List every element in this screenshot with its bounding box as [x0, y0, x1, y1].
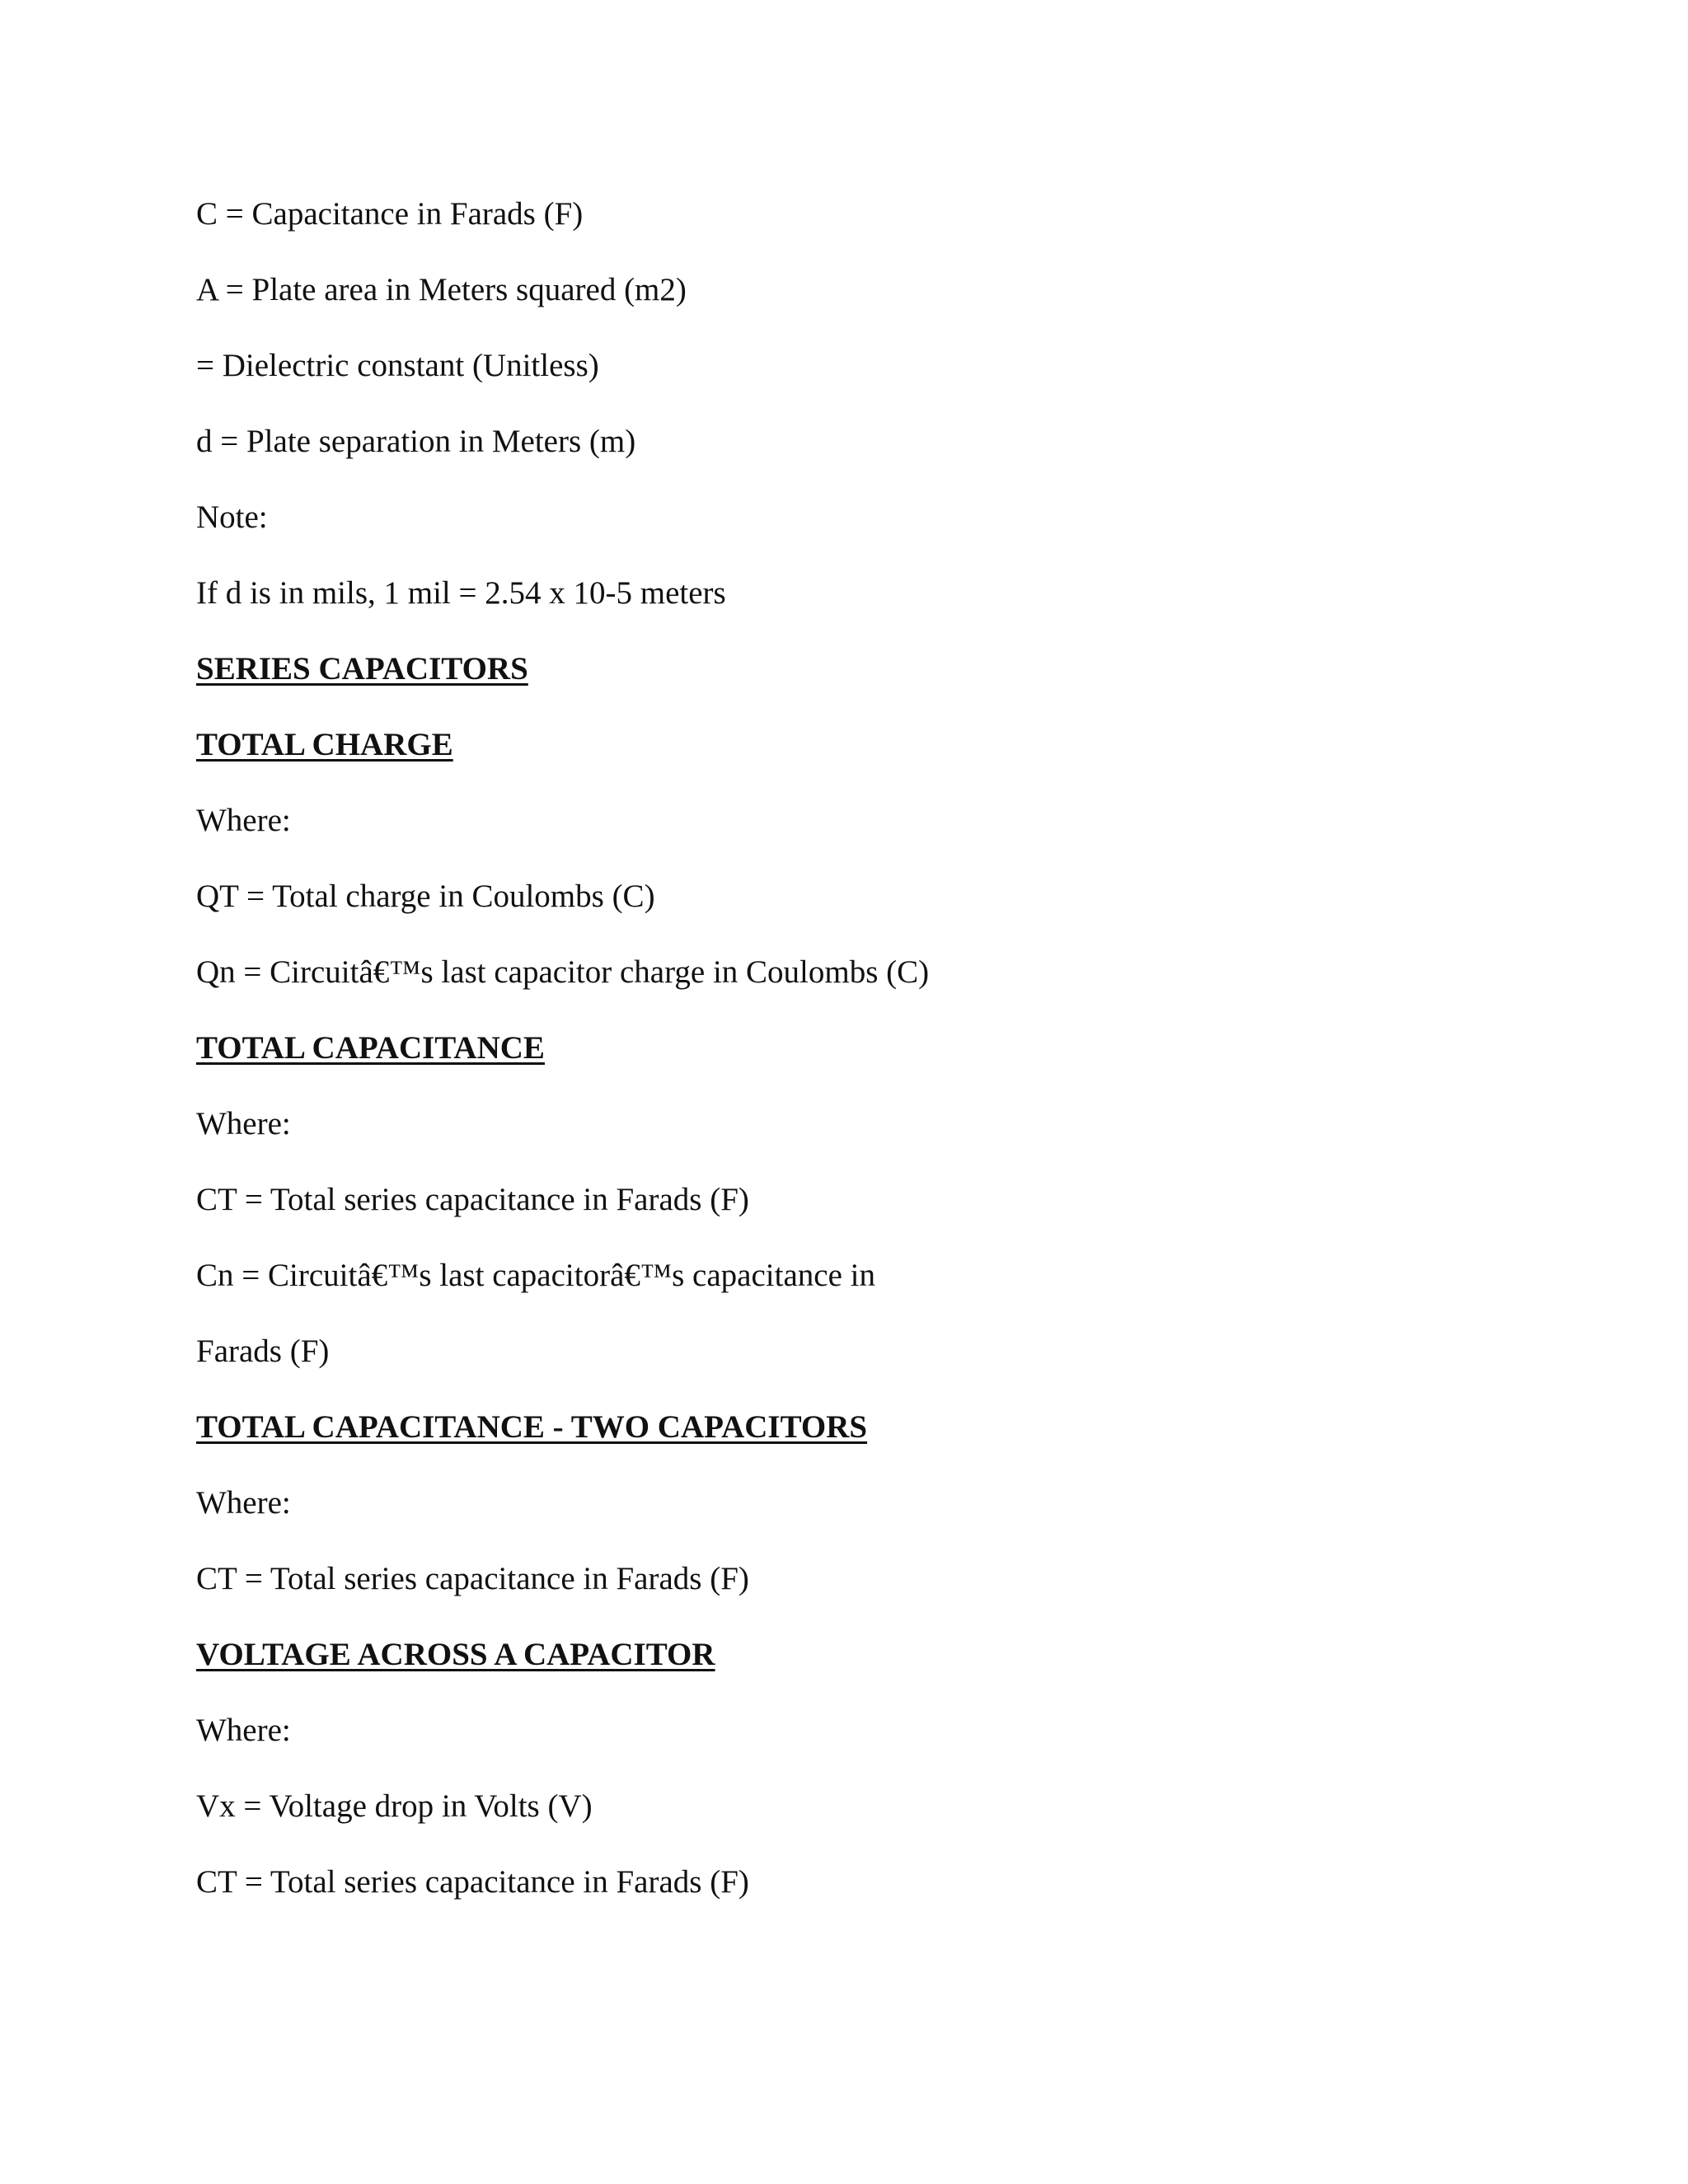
definition-last-capacitor-charge: Qn = Circuitâ€™s last capacitor charge in Coulombs (C): [196, 954, 930, 990]
definition-voltage-drop: Vx = Voltage drop in Volts (V): [196, 1788, 593, 1824]
definition-last-capacitor-capacitance: Cn = Circuitâ€™s last capacitorâ€™s capacitance in: [196, 1258, 875, 1293]
definition-plate-area: A = Plate area in Meters squared (m2): [196, 272, 687, 307]
definition-plate-separation: d = Plate separation in Meters (m): [196, 424, 636, 459]
where-label-total-charge: Where:: [196, 803, 291, 838]
definition-total-series-capacitance-voltage: CT = Total series capacitance in Farads (F): [196, 1864, 749, 1900]
where-label-two-capacitors: Where:: [196, 1485, 291, 1521]
definition-dielectric-constant: = Dielectric constant (Unitless): [196, 348, 599, 383]
definition-last-capacitor-capacitance-continued: Farads (F): [196, 1333, 330, 1369]
heading-series-capacitors: SERIES CAPACITORS: [196, 651, 528, 687]
heading-total-capacitance: TOTAL CAPACITANCE: [196, 1030, 545, 1066]
where-label-total-capacitance: Where:: [196, 1106, 291, 1141]
note-label: Note:: [196, 499, 268, 535]
definition-total-series-capacitance-two: CT = Total series capacitance in Farads (F): [196, 1561, 749, 1596]
heading-total-capacitance-two-capacitors: TOTAL CAPACITANCE - TWO CAPACITORS: [196, 1409, 868, 1445]
where-label-voltage: Where:: [196, 1713, 291, 1748]
definition-total-series-capacitance: CT = Total series capacitance in Farads (F): [196, 1182, 749, 1217]
note-mils-conversion: If d is in mils, 1 mil = 2.54 x 10-5 meters: [196, 575, 726, 611]
definition-capacitance: C = Capacitance in Farads (F): [196, 196, 584, 232]
heading-voltage-across-capacitor: VOLTAGE ACROSS A CAPACITOR: [196, 1637, 715, 1672]
heading-total-charge: TOTAL CHARGE: [196, 727, 453, 762]
definition-total-charge: QT = Total charge in Coulombs (C): [196, 879, 655, 914]
